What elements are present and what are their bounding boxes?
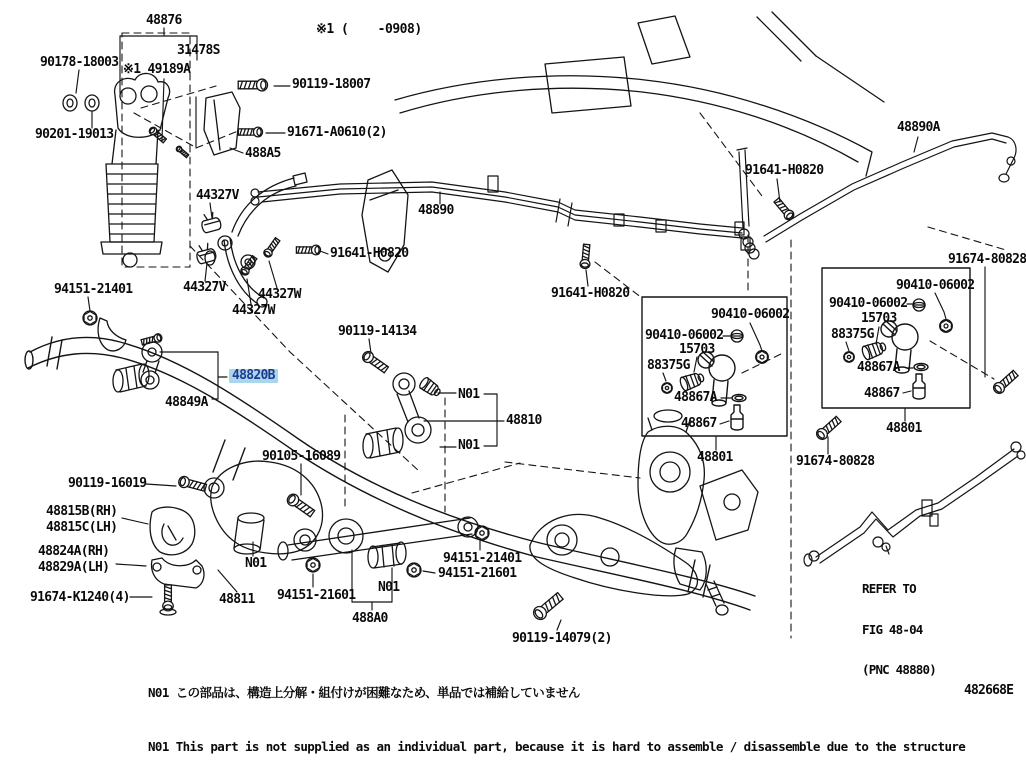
part-label-90178-18003: 90178-18003: [40, 55, 119, 70]
part-label-88375g-2: 88375G: [647, 358, 690, 373]
stabilizer-bar: [25, 337, 755, 610]
part-label-90410-06002-1: 90410-06002: [896, 278, 975, 293]
shock-absorber: [63, 73, 240, 267]
footnotes: [148, 648, 965, 774]
part-label-48867-2: 48867: [681, 416, 717, 431]
part-label-90119-16019: 90119-16019: [68, 476, 147, 491]
part-label-44327v-2: 44327V: [183, 280, 226, 295]
knuckle-assembly: [530, 410, 758, 615]
part-label-n01-1: N01: [458, 387, 480, 402]
part-label-90410-06002-3: 90410-06002: [711, 307, 790, 322]
part-label-48829a: 48829A(LH): [38, 560, 110, 575]
footnote-japanese: N01 この部品は、構造上分解・組付けが困難なため、単品では補給していません: [148, 685, 580, 700]
part-label-90119-14079: 90119-14079(2): [512, 631, 612, 646]
part-label-94151-21401-1: 94151-21401: [54, 282, 133, 297]
part-label-91641-h0820-1: 91641-H0820: [330, 246, 409, 261]
part-label-90410-06002-4: 90410-06002: [645, 328, 724, 343]
part-label-48867-1: 48867: [864, 386, 900, 401]
part-label-44327w-1: 44327W: [258, 287, 301, 302]
part-label-48811: 48811: [219, 592, 255, 607]
part-label-31478s: 31478S: [177, 43, 220, 58]
part-label-94151-21601-1: 94151-21601: [438, 566, 517, 581]
part-label-n01-2: N01: [458, 438, 480, 453]
refer-note-line: FIG 48-04: [862, 621, 923, 637]
part-label-94151-21601-2: 94151-21601: [277, 588, 356, 603]
car-body-outline: [395, 12, 884, 176]
part-label-48876: 48876: [146, 13, 182, 28]
part-label-91674-80828-2: 91674-80828: [796, 454, 875, 469]
part-label-48890: 48890: [418, 203, 454, 218]
part-label-48867a-1: 48867A: [857, 360, 900, 375]
drawing-code: 482668E: [964, 683, 1014, 698]
part-label-48815c: 48815C(LH): [46, 520, 118, 535]
part-label-48824a: 48824A(RH): [38, 544, 110, 559]
fuel-pipes-48890: [251, 176, 759, 259]
part-label-91671-a0610: 91671-A0610(2): [287, 125, 387, 140]
part-label-94151-21401-2: 94151-21401: [443, 551, 522, 566]
refer-note-line: REFER TO: [862, 581, 916, 596]
part-label-90119-14134: 90119-14134: [338, 324, 417, 339]
part-label-91641-h0820-3: 91641-H0820: [551, 286, 630, 301]
revision-note: ※1 ( -0908): [316, 22, 422, 37]
part-label-44327w-2: 44327W: [232, 303, 275, 318]
part-label-91674-80828-1: 91674-80828: [948, 252, 1026, 267]
part-label-91674-k1240: 91674-K1240(4): [30, 590, 130, 605]
part-label-488a5: 488A5: [245, 146, 281, 161]
part-label-n01-3: N01: [245, 556, 267, 571]
part-label-44327v-1: 44327V: [196, 188, 239, 203]
part-label-49189a: ※1 49189A: [123, 62, 191, 77]
part-label-90119-18007: 90119-18007: [292, 77, 371, 92]
part-label-48801-2: 48801: [697, 450, 733, 465]
part-label-90410-06002-2: 90410-06002: [829, 296, 908, 311]
part-label-15703-1: 15703: [861, 311, 897, 326]
part-label-48890a: 48890A: [897, 120, 940, 135]
part-label-91641-h0820-2: 91641-H0820: [745, 163, 824, 178]
part-label-15703-2: 15703: [679, 342, 715, 357]
refer-note-line: (PNC 48880): [862, 662, 936, 677]
part-label-88375g-1: 88375G: [831, 327, 874, 342]
part-label-n01-4: N01: [378, 580, 400, 595]
footnote-english: N01 This part is not supplied as an individual part, because it is hard to assemble / disassemble due to the structure: [148, 739, 966, 754]
part-label-48810: 48810: [506, 413, 542, 428]
stabilizer-link-middle: [363, 373, 431, 458]
fasteners: [83, 79, 1019, 622]
part-label-48801-1: 48801: [886, 421, 922, 436]
part-label-90105-16089: 90105-16089: [262, 449, 341, 464]
part-label-90201-19013: 90201-19013: [35, 127, 114, 142]
part-label-48849a: 48849A: [165, 395, 208, 410]
part-label-48820b[interactable]: 48820B: [229, 369, 278, 383]
part-label-48867a-2: 48867A: [674, 390, 717, 405]
part-label-48815b: 48815B(RH): [46, 504, 118, 519]
part-label-488a0: 488A0: [352, 611, 388, 626]
